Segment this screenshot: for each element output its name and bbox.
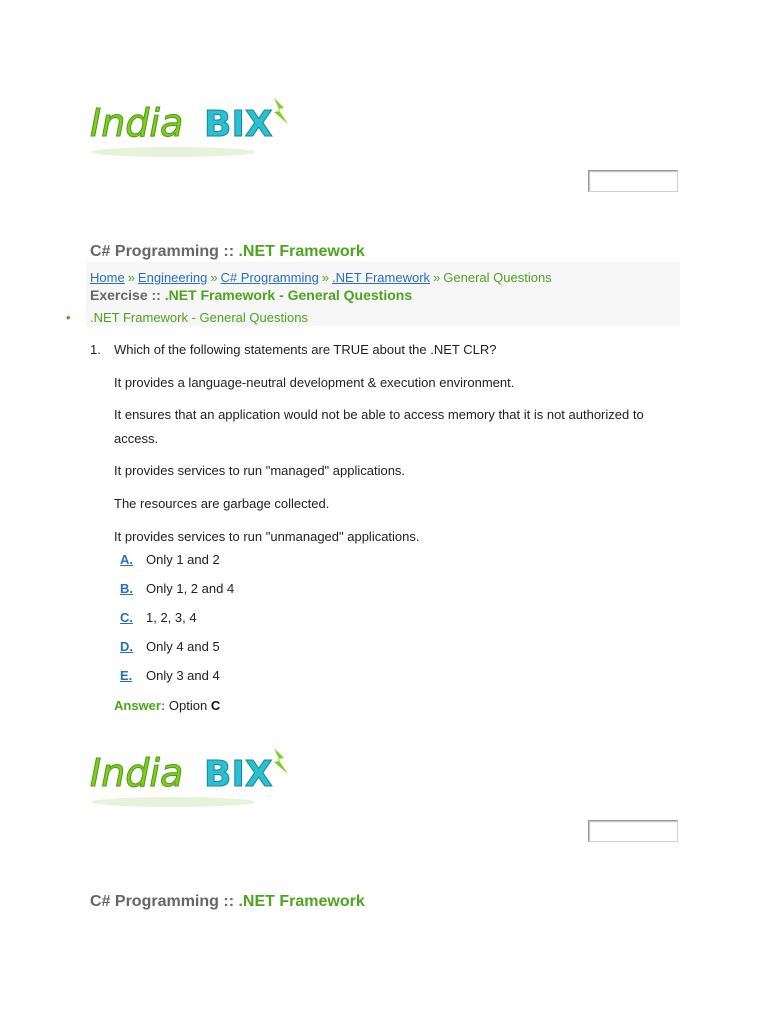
indiabix-logo-repeat[interactable] (88, 742, 293, 812)
topic-link[interactable]: .NET Framework - General Questions (90, 310, 308, 325)
breadcrumb-current: General Questions (443, 270, 552, 285)
option-c[interactable] (120, 610, 197, 625)
option-text: Only 3 and 4 (146, 668, 220, 683)
answer-label: Answer: (114, 698, 166, 713)
exercise-prefix: Exercise :: (90, 287, 161, 303)
indiabix-logo[interactable] (88, 92, 293, 162)
option-text: Only 1 and 2 (146, 552, 220, 567)
topic-list-item[interactable] (66, 310, 308, 325)
page-title-topic: .NET Framework (238, 243, 365, 260)
svg-text:India: India (90, 751, 184, 795)
answer-line (114, 698, 220, 713)
option-text: 1, 2, 3, 4 (146, 610, 197, 625)
breadcrumb-separator: » (210, 270, 218, 285)
svg-text:BIX: BIX (204, 754, 273, 795)
breadcrumb-link-dotnet[interactable]: .NET Framework (332, 270, 431, 285)
page-title-prefix: C# Programming :: (90, 243, 235, 260)
option-a[interactable] (120, 552, 220, 567)
option-text: Only 1, 2 and 4 (146, 581, 235, 596)
logo-graphic (88, 92, 293, 162)
statement-1: It provides a language-neutral development & execution environment. (114, 375, 515, 390)
question-number: 1. (90, 342, 101, 357)
option-letter[interactable]: D. (120, 639, 133, 654)
breadcrumb-separator: » (321, 270, 330, 285)
exercise-heading (90, 287, 412, 303)
logo-graphic (88, 742, 293, 812)
bullet-icon: • (66, 310, 71, 325)
statement-4: The resources are garbage collected. (114, 496, 330, 511)
breadcrumb-link-engineering[interactable]: Engineering (137, 270, 208, 285)
question-text: Which of the following statements are TRUE about the .NET CLR? (114, 342, 497, 357)
answer-value: C (210, 698, 221, 713)
option-letter[interactable]: A. (120, 552, 133, 567)
page-title (90, 243, 365, 261)
statement-3: It provides services to run "managed" applications. (114, 463, 406, 478)
page-title-repeat (90, 893, 365, 911)
option-letter[interactable]: B. (120, 581, 133, 596)
option-letter[interactable]: E. (120, 668, 133, 683)
breadcrumb-link-home[interactable]: Home (90, 270, 125, 285)
option-text: Only 4 and 5 (146, 639, 220, 654)
breadcrumb (90, 270, 552, 285)
breadcrumb-separator: » (433, 270, 441, 285)
answer-prefix: Option (168, 698, 208, 713)
breadcrumb-link-csharp[interactable]: C# Programming (220, 270, 319, 285)
search-input[interactable] (588, 170, 678, 192)
search-input-repeat[interactable] (588, 820, 678, 842)
exercise-title: .NET Framework - General Questions (164, 287, 413, 303)
statement-5: It provides services to run "unmanaged" applications. (114, 529, 420, 544)
page-title-topic: .NET Framework (238, 893, 365, 910)
option-d[interactable] (120, 639, 220, 654)
option-letter[interactable]: C. (120, 610, 133, 625)
option-e[interactable] (120, 668, 220, 683)
svg-text:India: India (90, 101, 184, 145)
svg-text:BIX: BIX (204, 104, 273, 145)
breadcrumb-separator: » (127, 270, 135, 285)
page-title-prefix: C# Programming :: (90, 893, 235, 910)
statement-2: It ensures that an application would not be able to access memory that it is not authorized to access. (114, 407, 644, 446)
option-b[interactable] (120, 581, 234, 596)
